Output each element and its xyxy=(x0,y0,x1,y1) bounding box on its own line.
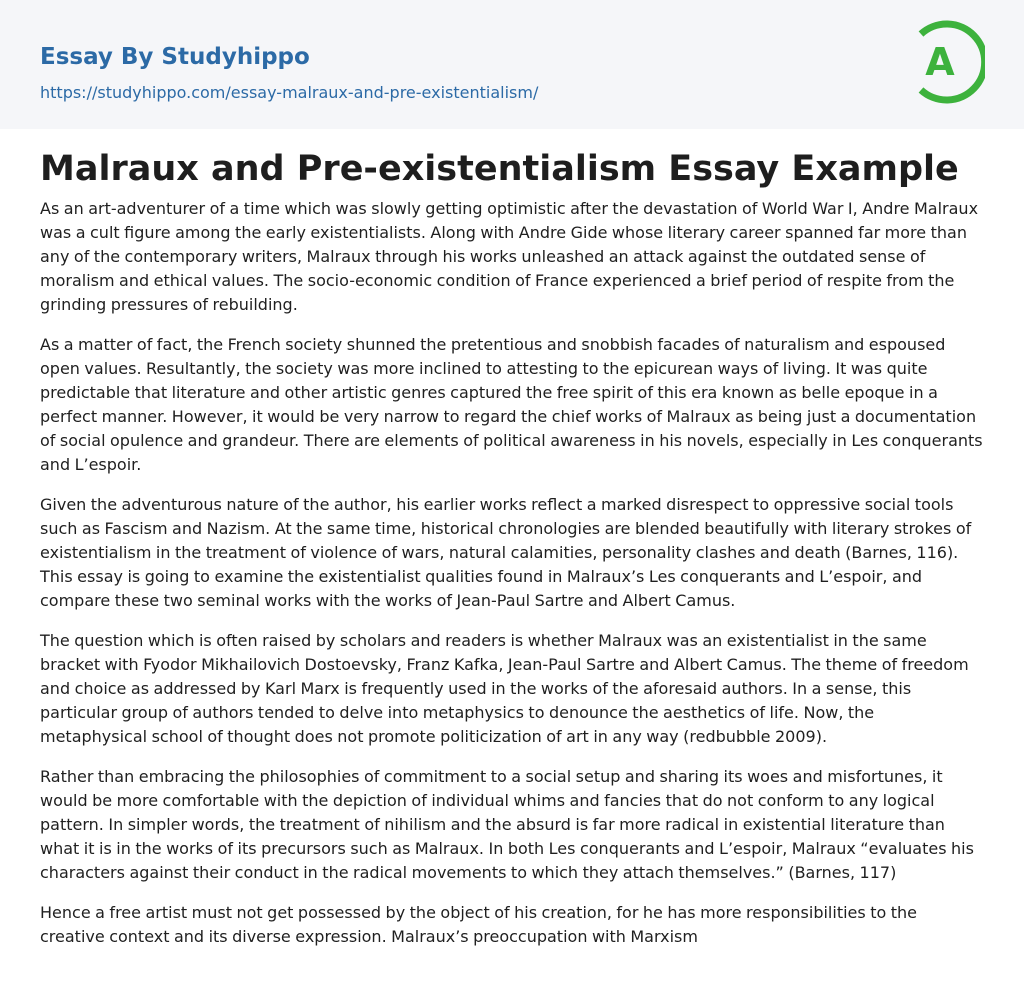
studyhippo-logo-icon[interactable] xyxy=(913,19,985,105)
paragraph: As an art-adventurer of a time which was slowly getting optimistic after the devastation of World War I, Andre Malraux was a cult figure among the early existentialists. Along with Andre Gide whose literary career spanned far more than any of the contemporary writers, Malraux through his works unleashed an attack against the outdated sense of moralism and ethical values. The socio-economic condition of France experienced a brief period of respite from the grinding pressures of rebuilding. xyxy=(40,199,979,314)
paragraph: Hence a free artist must not get possessed by the object of his creation, for he has more responsibilities to the creative context and its diverse expression. Malraux’s preoccupation with Marxism xyxy=(40,903,918,946)
paragraph: As a matter of fact, the French society shunned the pretentious and snobbish facades of naturalism and espoused open values. Resultantly, the society was more inclined to attesting to the epicurean ways of living. It was quite predictable that literature and other artistic genres captured the free spirit of this era known as belle epoque in a perfect manner. However, it would be very narrow to regard the chief works of Malraux as being just a documentation of social opulence and grandeur. There are elements of political awareness in his novels, especially in Les conquerants and L’espoir. xyxy=(40,335,983,474)
page-title: Malraux and Pre-existentialism Essay Example xyxy=(40,149,959,189)
site-brand[interactable]: Essay By Studyhippo xyxy=(40,44,310,70)
logo-letter: A xyxy=(925,40,955,84)
site-header xyxy=(0,0,1024,129)
essay-url-link[interactable]: https://studyhippo.com/essay-malraux-and-pre-existentialism/ xyxy=(40,83,539,102)
paragraph: The question which is often raised by scholars and readers is whether Malraux was an existentialist in the same bracket with Fyodor Mikhailovich Dostoevsky, Franz Kafka, Jean-Paul Sartre and Albert Camus. The theme of freedom and choice as addressed by Karl Marx is frequently used in the works of the aforesaid authors. In a sense, this particular group of authors tended to delve into metaphysics to denounce the aesthetics of life. Now, the metaphysical school of thought does not promote politicization of art in any way (redbubble 2009). xyxy=(40,631,969,746)
article xyxy=(0,147,1024,949)
paragraph: Given the adventurous nature of the author, his earlier works reflect a marked disrespect to oppressive social tools such as Fascism and Nazism. At the same time, historical chronologies are blended beautifully with literary strokes of existentialism in the treatment of violence of wars, natural calamities, personality clashes and death (Barnes, 116). This essay is going to examine the existentialist qualities found in Malraux’s Les conquerants and L’espoir, and compare these two seminal works with the works of Jean-Paul Sartre and Albert Camus. xyxy=(40,495,972,610)
paragraph: Rather than embracing the philosophies of commitment to a social setup and sharing its woes and misfortunes, it would be more comfortable with the depiction of individual whims and fancies that do not conform to any logical pattern. In simpler words, the treatment of nihilism and the absurd is far more radical in existential literature than what it is in the works of its precursors such as Malraux. In both Les conquerants and L’espoir, Malraux “evaluates his characters against their conduct in the radical movements to which they attach themselves.” (Barnes, 117) xyxy=(40,767,974,882)
